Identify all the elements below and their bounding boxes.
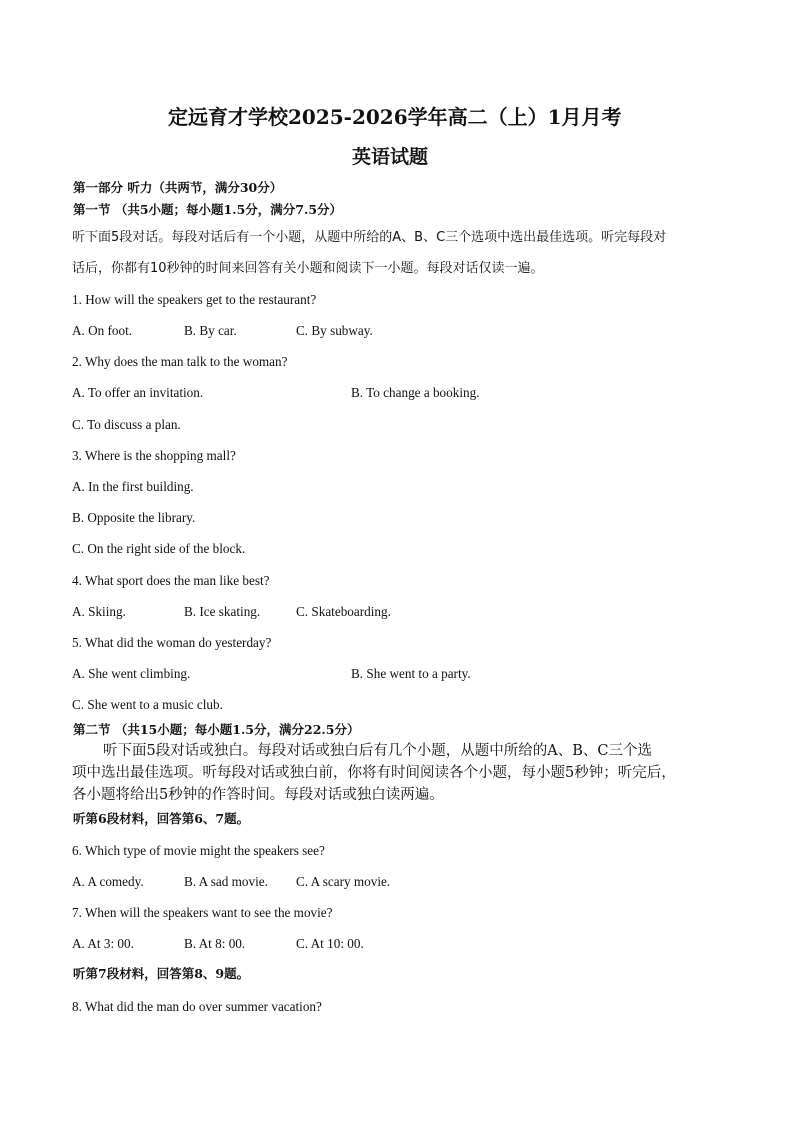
q2-option-a: A. To offer an invitation.: [72, 385, 204, 400]
q4-option-a: A. Skiing.: [72, 604, 126, 619]
q1-option-a: A. On foot.: [72, 323, 133, 338]
section1-instruction-line1: 听下面5段对话。每段对话后有一个小题，从题中所给的A、B、C三个选项中选出最佳选项。听完每段对: [72, 230, 667, 245]
q2-option-b: B. To change a booking.: [351, 385, 480, 400]
page-subtitle: 英语试题: [352, 146, 429, 168]
question-2: 2. Why does the man talk to the woman?: [72, 354, 288, 369]
section2-heading: 第二节 （共15小题；每小题1.5分，满分22.5分）: [73, 722, 360, 737]
question-1: 1. How will the speakers get to the restaurant?: [72, 292, 317, 307]
q5-option-c: C. She went to a music club.: [72, 697, 223, 712]
q3-option-b: B. Opposite the library.: [72, 510, 196, 525]
q3-option-a: A. In the first building.: [72, 479, 194, 494]
question-5: 5. What did the woman do yesterday?: [72, 635, 272, 650]
question-3: 3. Where is the shopping mall?: [72, 448, 236, 463]
page-title: 定远育才学校2025-2026学年高二（上）1月月考: [168, 105, 622, 129]
section1-heading: 第一节 （共5小题；每小题1.5分，满分7.5分）: [73, 202, 343, 217]
question-8: 8. What did the man do over summer vacation?: [72, 999, 322, 1014]
part1-heading: 第一部分 听力（共两节，满分30分）: [73, 180, 283, 195]
q6-option-a: A. A comedy.: [72, 874, 144, 889]
q1-option-c: C. By subway.: [296, 323, 373, 338]
q5-option-b: B. She went to a party.: [351, 666, 471, 681]
q7-option-a: A. At 3: 00.: [72, 936, 134, 951]
section2-instruction-line1: 听下面5段对话或独白。每段对话或独白后有几个小题，从题中所给的A、B、C三个选: [103, 743, 652, 759]
section1-instruction-line2: 话后，你都有10秒钟的时间来回答有关小题和阅读下一小题。每段对话仅读一遍。: [72, 261, 544, 276]
q2-option-c: C. To discuss a plan.: [72, 417, 181, 432]
question-4: 4. What sport does the man like best?: [72, 573, 270, 588]
q3-option-c: C. On the right side of the block.: [72, 541, 246, 556]
material-7-heading: 听第7段材料，回答第8、9题。: [73, 966, 250, 981]
material-6-heading: 听第6段材料，回答第6、7题。: [73, 811, 250, 826]
q7-option-b: B. At 8: 00.: [184, 936, 246, 951]
q6-option-c: C. A scary movie.: [296, 874, 391, 889]
section2-instruction-line2: 项中选出最佳选项。听每段对话或独白前，你将有时间阅读各个小题，每小题5秒钟；听完后，: [72, 765, 676, 781]
q4-option-b: B. Ice skating.: [184, 604, 261, 619]
q1-option-b: B. By car.: [184, 323, 237, 338]
q6-option-b: B. A sad movie.: [184, 874, 268, 889]
section2-instruction-line3: 各小题将给出5秒钟的作答时间。每段对话或独白读两遍。: [72, 787, 444, 803]
question-7: 7. When will the speakers want to see the movie?: [72, 905, 333, 920]
q7-option-c: C. At 10: 00.: [296, 936, 364, 951]
q4-option-c: C. Skateboarding.: [296, 604, 391, 619]
question-6: 6. Which type of movie might the speakers see?: [72, 843, 325, 858]
q5-option-a: A. She went climbing.: [72, 666, 191, 681]
